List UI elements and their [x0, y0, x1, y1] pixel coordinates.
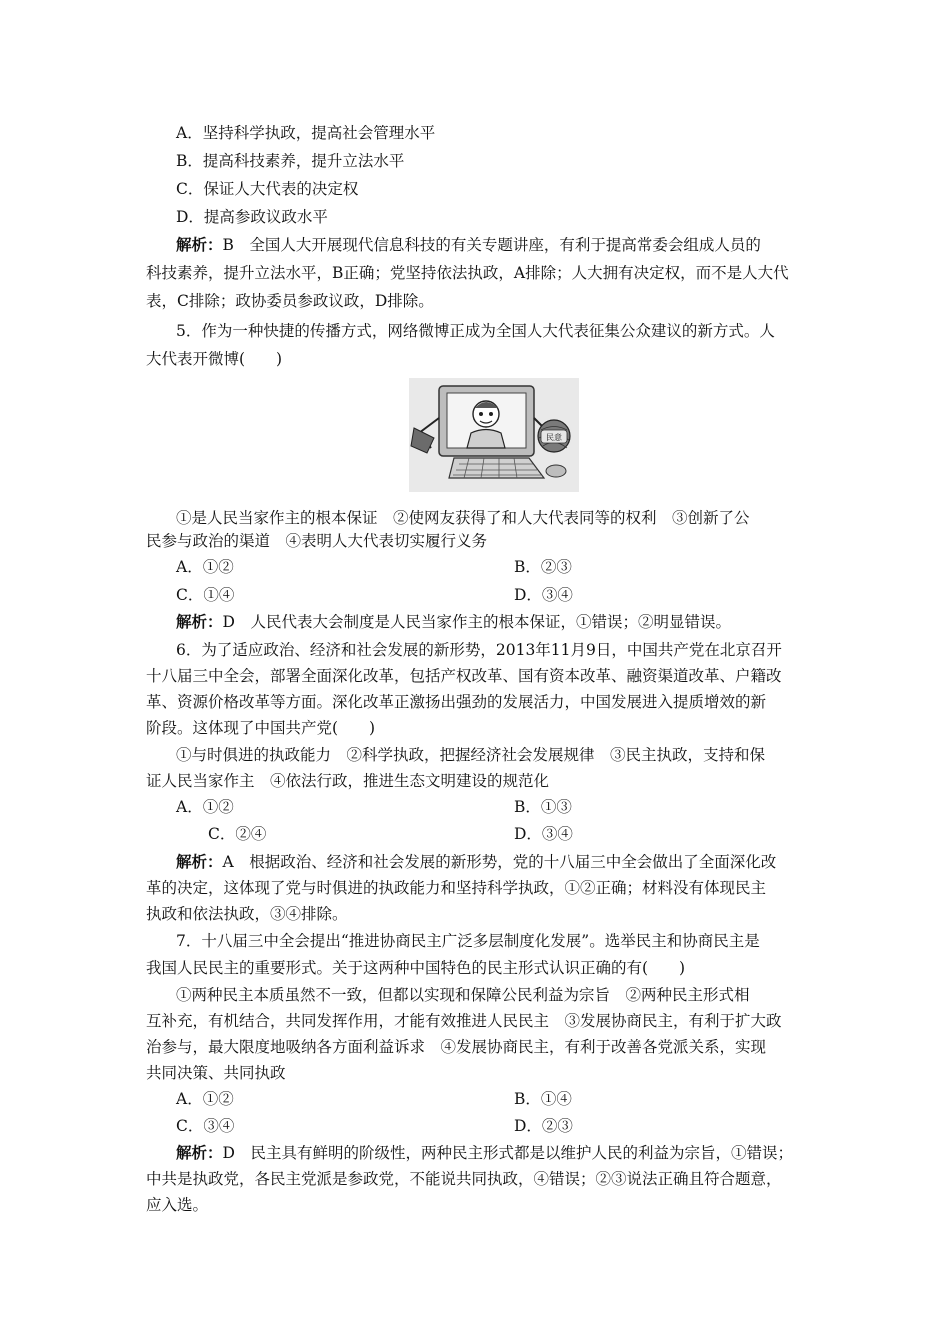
- q5-stem-line: 大代表开微博( ): [146, 350, 283, 368]
- q6-option-d: D．③④: [514, 825, 573, 843]
- q4-analysis-line: 科技素养，提升立法水平，B正确；党坚持依法执政，A排除；人大拥有决定权，而不是人大代: [146, 264, 789, 282]
- q5-analysis: 解析：D 人民代表大会制度是人民当家作主的根本保证，①错误；②明显错误。: [176, 612, 731, 631]
- q6-stem-line: 十八届三中全会，部署全面深化改革，包括产权改革、国有资本改革、融资渠道改革、户籍改: [146, 667, 782, 685]
- q6-analysis-line: 革的决定，这体现了党与时俱进的执政能力和坚持科学执政，①②正确；材料没有体现民主: [146, 879, 767, 897]
- q4-option-c: C．保证人大代表的决定权: [176, 180, 359, 198]
- q6-statements: ①与时俱进的执政能力 ②科学执政，把握经济社会发展规律 ③民主执政，支持和保: [176, 746, 766, 764]
- q4-analysis-line: 表，C排除；政协委员参政议政，D排除。: [146, 292, 434, 310]
- q5-option-a: A．①②: [176, 558, 234, 576]
- q6-stem-line: 阶段。这体现了中国共产党( ): [146, 719, 376, 737]
- q5-statements: ①是人民当家作主的根本保证 ②使网友获得了和人大代表同等的权利 ③创新了公: [176, 509, 750, 527]
- q6-option-c: C．②④: [208, 825, 267, 843]
- q7-stem: 7．十八届三中全会提出“推进协商民主广泛多层制度化发展”。选举民主和协商民主是: [176, 932, 760, 950]
- q6-statements-line: 证人民当家作主 ④依法行政，推进生态文明建设的规范化: [146, 772, 550, 790]
- mouse-icon: [546, 465, 566, 477]
- analysis-label: 解析：: [176, 235, 223, 254]
- q5-statements-line: 民参与政治的渠道 ④表明人大代表切实履行义务: [146, 532, 488, 550]
- q4-analysis: 解析：B 全国人大开展现代信息科技的有关专题讲座，有利于提高常委会组成人员的: [176, 235, 761, 254]
- figure-label: 民意: [546, 433, 562, 442]
- q7-statements-line: 治参与，最大限度地吸纳各方面利益诉求 ④发展协商民主，有利于改善各党派关系，实现: [146, 1038, 767, 1056]
- analysis-label: 解析：: [176, 852, 223, 871]
- analysis-label: 解析：: [176, 1143, 223, 1162]
- q6-stem: 6．为了适应政治、经济和社会发展的新形势，2013年11月9日，中国共产党在北京召开: [176, 641, 782, 659]
- q7-analysis-line: 中共是执政党，各民主党派是参政党，不能说共同执政，④错误；②③说法正确且符合题意，: [146, 1170, 782, 1188]
- q6-option-a: A．①②: [176, 798, 234, 816]
- q5-option-d: D．③④: [514, 586, 573, 604]
- q7-stem-line: 我国人民民主的重要形式。关于这两种中国特色的民主形式认识正确的有( ): [146, 959, 686, 977]
- q5-stem: 5．作为一种快捷的传播方式，网络微博正成为全国人大代表征集公众建议的新方式。人: [176, 322, 775, 340]
- analysis-label: 解析：: [176, 612, 223, 631]
- q7-statements-line: 互补充，有机结合，共同发挥作用，才能有效推进人民民主 ③发展协商民主，有利于扩大政: [146, 1012, 782, 1030]
- q5-option-b: B．②③: [514, 558, 572, 576]
- q6-analysis-line: 执政和依法执政，③④排除。: [146, 905, 348, 923]
- q7-option-a: A．①②: [176, 1090, 234, 1108]
- q7-statements: ①两种民主本质虽然不一致，但都以实现和保障公民利益为宗旨 ②两种民主形式相: [176, 986, 750, 1004]
- q4-option-a: A．坚持科学执政，提高社会管理水平: [176, 124, 436, 142]
- q6-option-b: B．①③: [514, 798, 572, 816]
- q6-analysis: 解析：A 根据政治、经济和社会发展的新形势，党的十八届三中全会做出了全面深化改: [176, 852, 777, 871]
- q7-option-d: D．②③: [514, 1117, 573, 1135]
- q4-option-b: B．提高科技素养，提升立法水平: [176, 152, 405, 170]
- q7-analysis: 解析：D 民主具有鲜明的阶级性，两种民主形式都是以维护人民的利益为宗旨，①错误；: [176, 1143, 793, 1162]
- q5-option-c: C．①④: [176, 586, 235, 604]
- microblog-cartoon: [409, 378, 579, 492]
- q7-option-b: B．①④: [514, 1090, 572, 1108]
- q4-option-d: D．提高参政议政水平: [176, 208, 328, 226]
- q7-option-c: C．③④: [176, 1117, 235, 1135]
- q6-stem-line: 革、资源价格改革等方面。深化改革正激扬出强劲的发展活力，中国发展进入提质增效的新: [146, 693, 767, 711]
- q7-analysis-line: 应入选。: [146, 1196, 209, 1214]
- q7-statements-line: 共同决策、共同执政: [146, 1064, 286, 1082]
